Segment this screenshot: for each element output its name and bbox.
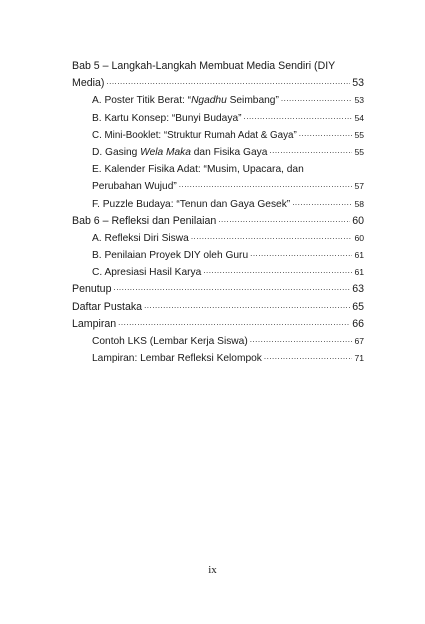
toc-entry-lampiran-refleksi[interactable] [72, 350, 364, 367]
toc-page-number: 60 [354, 232, 364, 243]
dot-leader [281, 90, 353, 107]
toc-entry-label: A. Refleksi Diri Siswa [92, 232, 189, 244]
dot-leader [250, 331, 353, 348]
toc-entry-label: Bab 6 – Refleksi dan Penilaian [72, 214, 217, 227]
toc-page-number: 55 [354, 129, 364, 140]
dot-leader [264, 348, 353, 365]
toc-entry-label: E. Kalender Fisika Adat: “Musim, Upacara, dan [92, 164, 304, 176]
dot-leader [203, 262, 352, 279]
dot-leader [250, 245, 352, 262]
dot-leader [244, 108, 353, 125]
toc-page-number: 66 [352, 317, 364, 330]
toc-page-number: 65 [352, 300, 364, 313]
toc-entry-label: Bab 5 – Langkah-Langkah Membuat Media Sendiri (DIY [72, 60, 336, 72]
toc-entry-label: B. Kartu Konsep: “Bunyi Budaya” [92, 112, 242, 124]
toc-page-number: 55 [354, 146, 364, 157]
page-number-footer: ix [208, 564, 217, 576]
toc-entry-label: Contoh LKS (Lembar Kerja Siswa) [92, 336, 248, 347]
dot-leader [113, 279, 350, 296]
dot-leader [144, 297, 350, 314]
toc-page-number: 60 [352, 214, 364, 227]
toc-entry-label: F. Puzzle Budaya: “Tenun dan Gaya Gesek” [92, 198, 291, 210]
dot-leader [191, 228, 353, 245]
toc-entry-label: C. Apresiasi Hasil Karya [92, 267, 202, 279]
toc-entry-bab5-d[interactable] [72, 144, 364, 161]
toc-entry-label: Lampiran [72, 317, 117, 330]
dot-leader [292, 194, 352, 211]
toc-entry-label: D. Gasing Wela Maka dan Fisika Gaya [92, 146, 268, 158]
toc-entry-label: Lampiran: Lembar Refleksi Kelompok [92, 353, 262, 365]
toc-page-number: 71 [354, 353, 364, 364]
toc-page-number: 54 [354, 112, 364, 123]
toc-page-number: 53 [352, 77, 364, 90]
toc-entry-label: B. Penilaian Proyek DIY oleh Guru [92, 250, 249, 262]
toc-entry-label: C. Mini-Booklet: “Struktur Rumah Adat & Gaya” [92, 129, 297, 141]
dot-leader [179, 176, 353, 193]
toc-page-number: 61 [354, 267, 364, 278]
toc-page-number: 57 [354, 181, 364, 192]
toc-page-number: 67 [354, 336, 364, 346]
toc-entry-label: Penutup [72, 283, 112, 296]
dot-leader [299, 125, 353, 142]
toc-entry-label: Media) [72, 77, 105, 90]
dot-leader [118, 314, 350, 331]
toc-page-number: 58 [354, 198, 364, 209]
toc-page-number: 61 [354, 250, 364, 261]
toc-entry-label: Daftar Pustaka [72, 300, 143, 313]
toc-page-number: 53 [354, 95, 364, 106]
dot-leader [269, 142, 352, 159]
table-of-contents [72, 58, 364, 367]
toc-page-number: 63 [352, 283, 364, 296]
dot-leader [106, 73, 350, 90]
toc-entry-label: A. Poster Titik Berat: “Ngadhu Seimbang” [92, 95, 279, 107]
dot-leader [218, 211, 350, 228]
toc-entry-label: Perubahan Wujud” [92, 181, 177, 193]
